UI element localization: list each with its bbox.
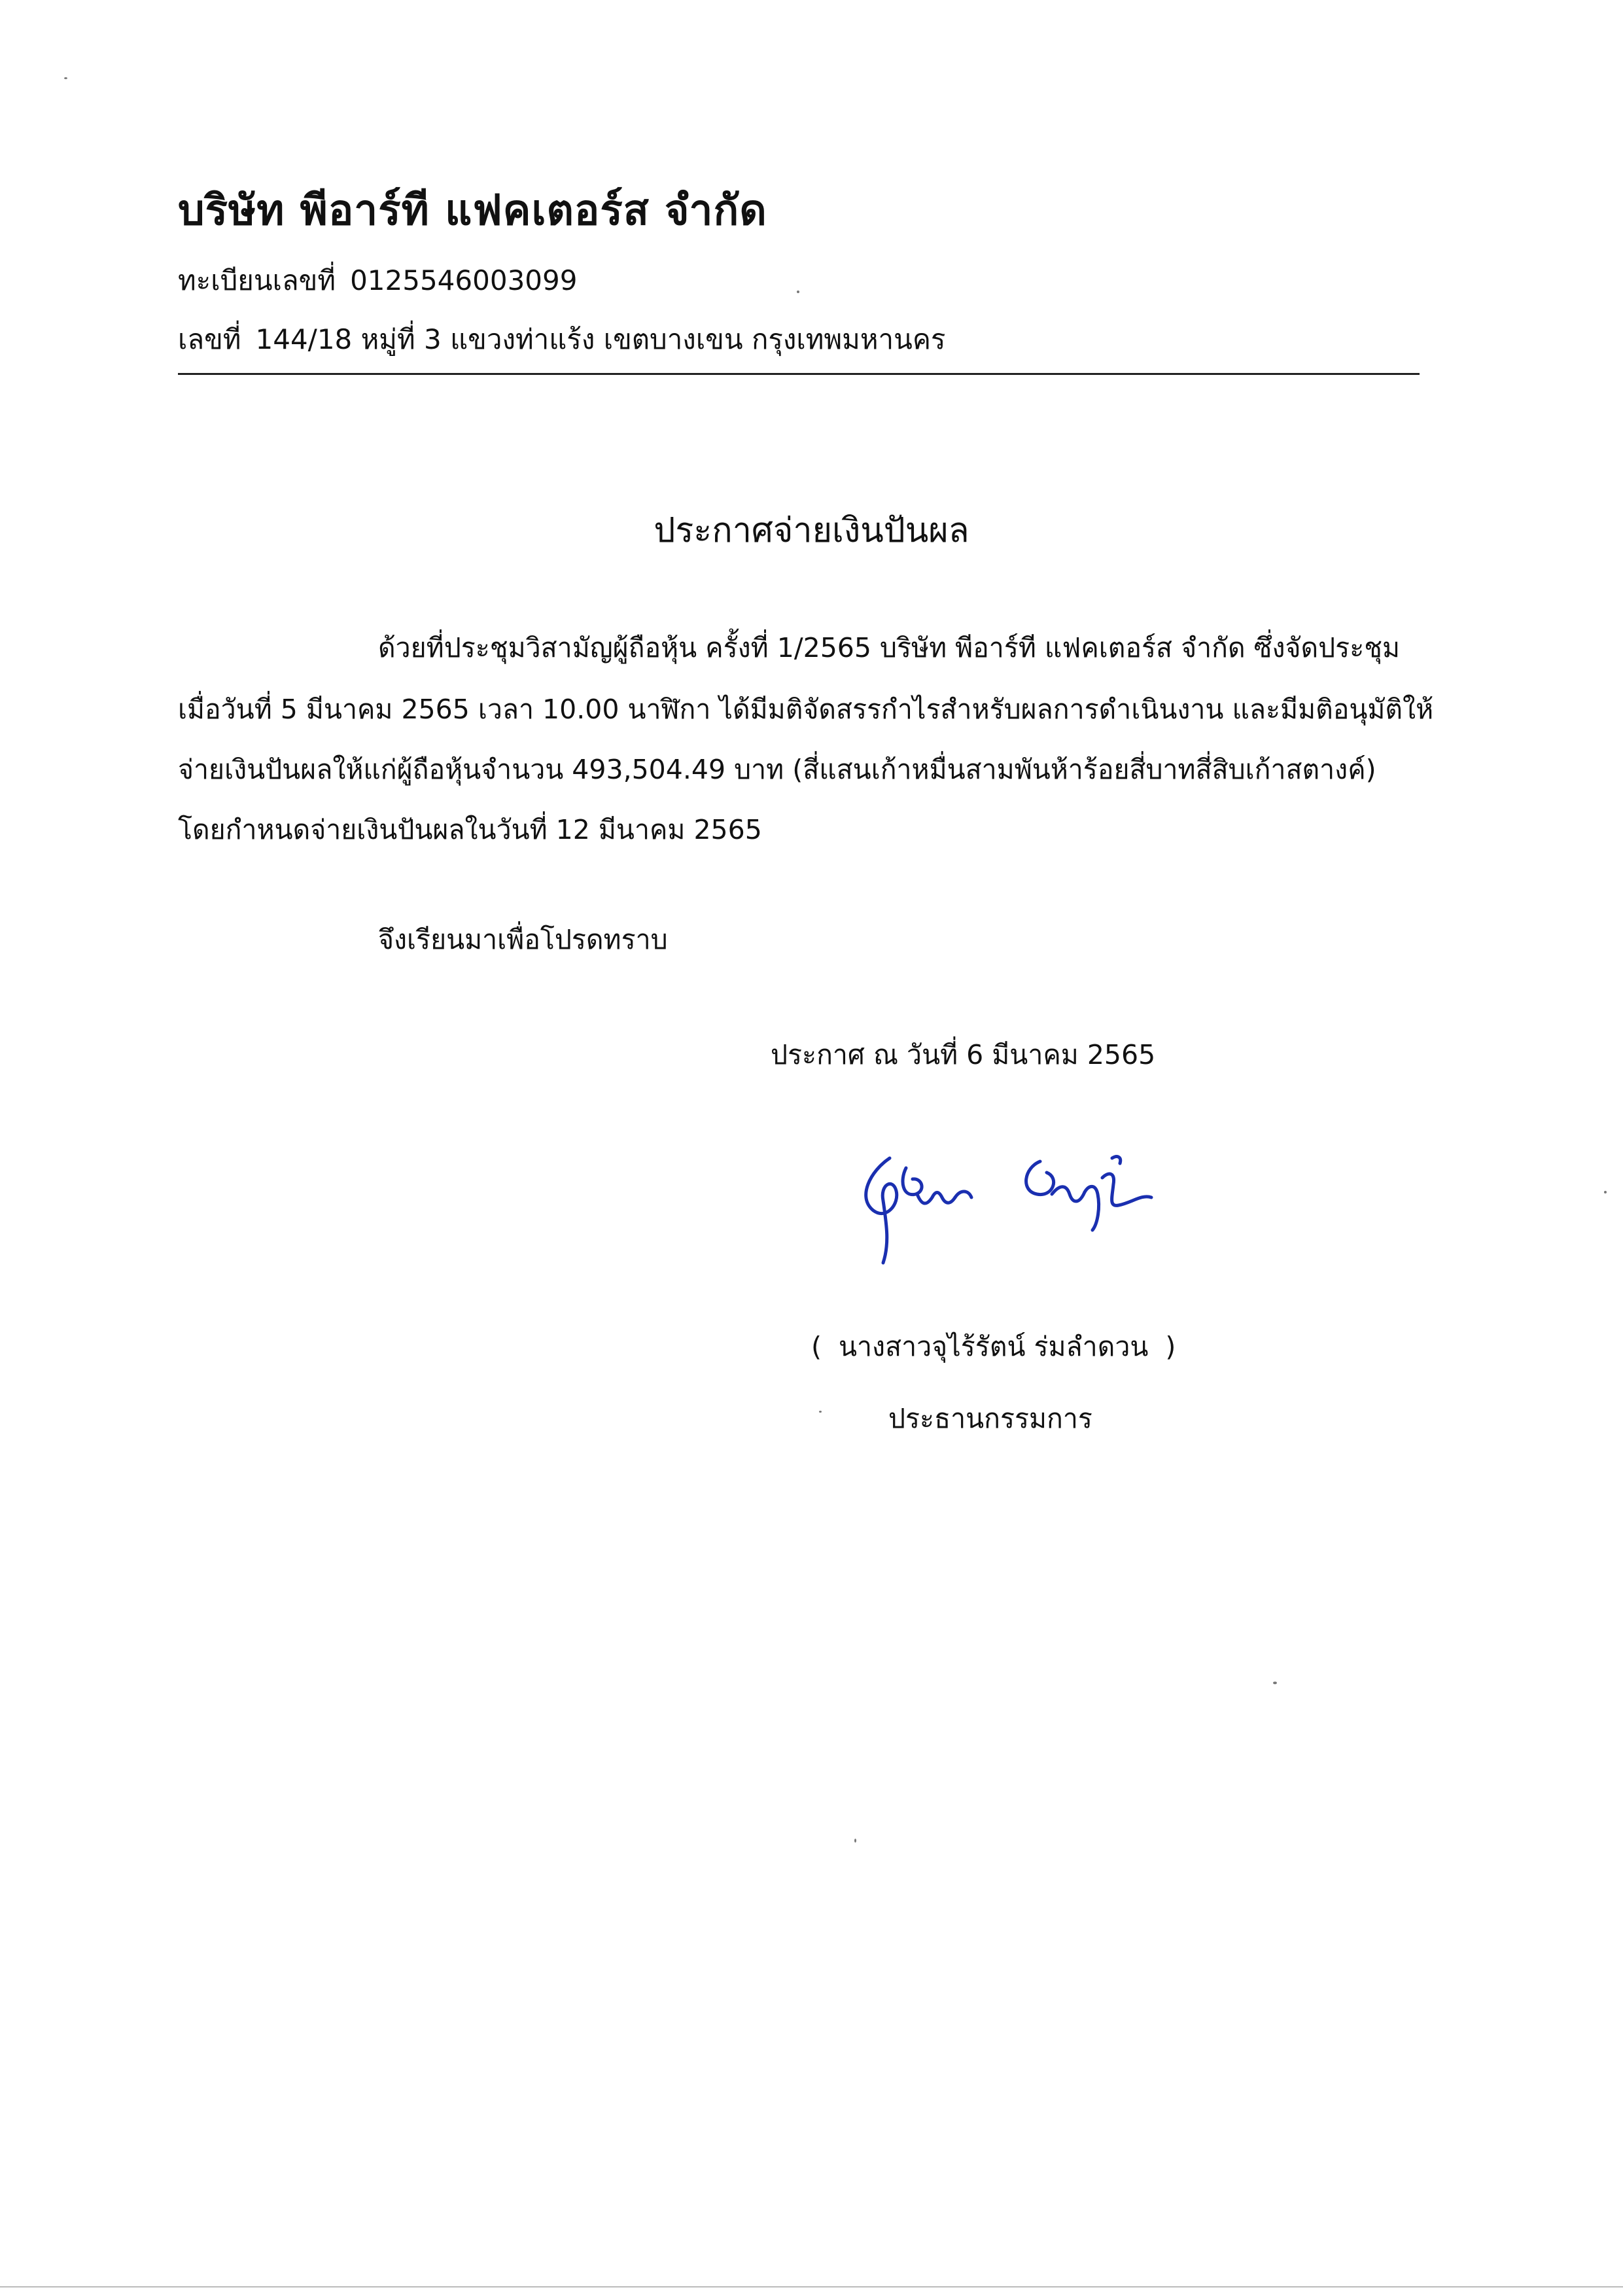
scan-speck — [854, 1839, 856, 1843]
address-label: เลขที่ — [178, 323, 241, 355]
registration-number: 0125546003099 — [350, 264, 578, 296]
company-name: บริษัท พีอาร์ที แฟคเตอร์ส จำกัด — [178, 186, 767, 235]
document-title: ประกาศจ่ายเงินปันผล — [654, 511, 969, 550]
signatory-name-line — [811, 1326, 1176, 1368]
scan-speck — [797, 291, 799, 293]
signatory-name: นางสาวจุไร้รัตน์ ร่มลำดวน — [839, 1331, 1149, 1362]
body-line-2: เมื่อวันที่ 5 มีนาคม 2565 เวลา 10.00 นาฬิกา ได้มีมติจัดสรรกำไรสำหรับผลการดำเนินงาน และมีมติอนุมัติให้ — [178, 694, 1434, 725]
scan-speck — [64, 77, 67, 79]
handwritten-signature — [844, 1132, 1158, 1276]
header-divider — [178, 373, 1420, 375]
address-line — [178, 318, 945, 361]
open-paren: ( — [811, 1331, 822, 1362]
body-line-4: โดยกำหนดจ่ายเงินปันผลในวันที่ 12 มีนาคม 2565 — [178, 814, 762, 845]
close-paren: ) — [1165, 1331, 1176, 1362]
registration-line — [178, 259, 577, 302]
scan-speck — [819, 1411, 822, 1413]
signatory-position: ประธานกรรมการ — [888, 1403, 1092, 1434]
scan-bottom-edge — [0, 2286, 1623, 2287]
registration-label: ทะเบียนเลขที่ — [178, 264, 336, 296]
scan-speck — [1273, 1682, 1277, 1684]
body-line-3: จ่ายเงินปันผลให้แก่ผู้ถือหุ้นจำนวน 493,504.49 บาท (สี่แสนเก้าหมื่นสามพันห้าร้อยสี่บาทสี่สิบเก้าสตางค์) — [178, 754, 1376, 785]
address-text: 144/18 หมู่ที่ 3 แขวงท่าแร้ง เขตบางเขน กรุงเทพมหานคร — [255, 323, 946, 355]
closing-remark: จึงเรียนมาเพื่อโปรดทราบ — [378, 924, 668, 955]
scan-speck — [1604, 1191, 1607, 1193]
body-line-1: ด้วยที่ประชุมวิสามัญผู้ถือหุ้น ครั้งที่ 1/2565 บริษัท พีอาร์ที แฟคเตอร์ส จำกัด ซึ่งจัดประชุม — [378, 632, 1401, 663]
announcement-date: ประกาศ ณ วันที่ 6 มีนาคม 2565 — [771, 1039, 1156, 1070]
